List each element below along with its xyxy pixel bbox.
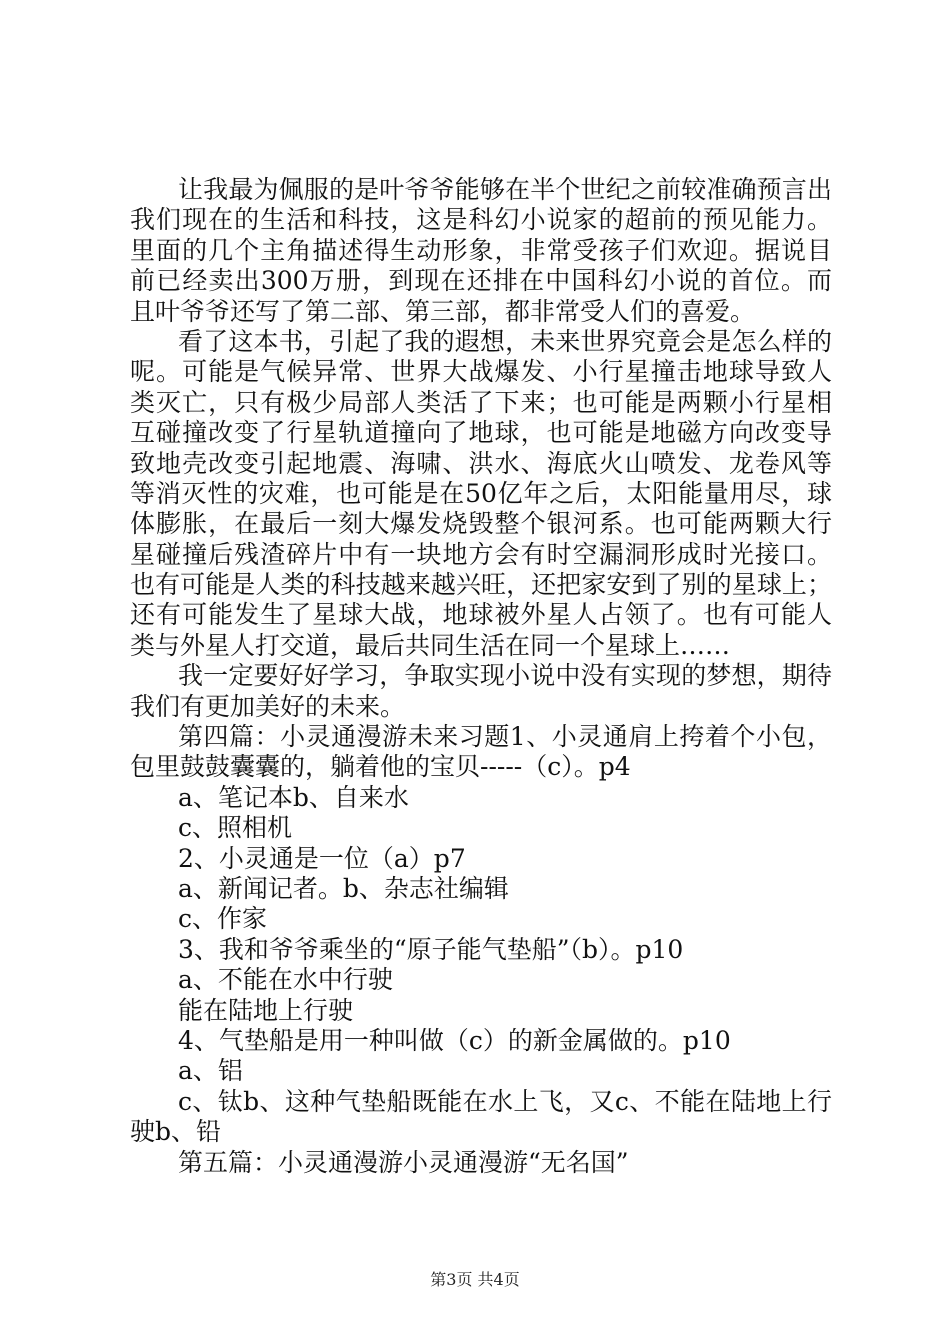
text-line: 致地壳改变引起地震、海啸、洪水、海底火山喷发、龙卷风等 <box>130 448 832 478</box>
answer-option: c、作家 <box>178 904 268 934</box>
text-line: 类与外星人打交道，最后共同生活在同一个星球上…… <box>130 630 731 660</box>
text-line: 等消灭性的灾难，也可能是在50亿年之后，太阳能量用尽，球 <box>130 478 832 508</box>
section-heading: 第四篇：小灵通漫游未来习题1、小灵通肩上挎着个小包， <box>178 722 832 752</box>
answer-option: a、新闻记者。b、杂志社编辑 <box>178 873 509 903</box>
text-line: 互碰撞改变了行星轨道撞向了地球，也可能是地磁方向改变导 <box>130 418 832 448</box>
text-line: 体膨胀，在最后一刻大爆发烧毁整个银河系。也可能两颗大行 <box>130 509 832 539</box>
answer-option: a、不能在水中行驶 <box>178 965 393 995</box>
text-line: 驶b、铅 <box>130 1117 222 1147</box>
text-line: 还有可能发生了星球大战，地球被外星人占领了。也有可能人 <box>130 600 832 630</box>
text-line: 里面的几个主角描述得生动形象，非常受孩子们欢迎。据说目 <box>130 235 832 265</box>
text-line: 类灭亡，只有极少局部人类活了下来；也可能是两颗小行星相 <box>130 387 832 417</box>
answer-option: c、钛b、这种气垫船既能在水上飞，又c、不能在陆地上行 <box>178 1086 832 1116</box>
answer-option: 能在陆地上行驶 <box>178 995 354 1025</box>
section-heading: 第五篇：小灵通漫游小灵通漫游“无名国” <box>178 1147 629 1177</box>
page-number-footer: 第3页 共4页 <box>430 1270 520 1289</box>
text-line: 前已经卖出300万册，到现在还排在中国科幻小说的首位。而 <box>130 266 832 296</box>
text-line: 星碰撞后残渣碎片中有一块地方会有时空漏洞形成时光接口。 <box>130 539 832 569</box>
text-line: 我们现在的生活和科技，这是科幻小说家的超前的预见能力。 <box>130 205 832 235</box>
text-line: 包里鼓鼓囊囊的，躺着他的宝贝-----（c）。p4 <box>130 752 631 782</box>
answer-option: a、铝 <box>178 1056 243 1086</box>
question-line: 4、气垫船是用一种叫做（c）的新金属做的。p10 <box>178 1025 731 1055</box>
text-line: 我一定要好好学习，争取实现小说中没有实现的梦想，期待 <box>178 661 832 691</box>
text-line: 让我最为佩服的是叶爷爷能够在半个世纪之前较准确预言出 <box>178 175 832 204</box>
question-line: 2、小灵通是一位（a）p7 <box>178 843 466 873</box>
text-line: 呢。可能是气候异常、世界大战爆发、小行星撞击地球导致人 <box>130 357 832 387</box>
answer-option: a、笔记本b、自来水 <box>178 782 409 812</box>
text-line: 看了这本书，引起了我的遐想，未来世界究竟会是怎么样的 <box>178 326 832 356</box>
text-line: 且叶爷爷还写了第二部、第三部，都非常受人们的喜爱。 <box>130 296 756 326</box>
text-line: 我们有更加美好的未来。 <box>130 691 406 721</box>
body-text <box>130 175 832 1178</box>
question-line: 3、我和爷爷乘坐的“原子能气垫船”（b）。p10 <box>178 934 684 964</box>
answer-option: c、照相机 <box>178 813 293 843</box>
text-line: 也有可能是人类的科技越来越兴旺，还把家安到了别的星球上； <box>130 570 832 600</box>
